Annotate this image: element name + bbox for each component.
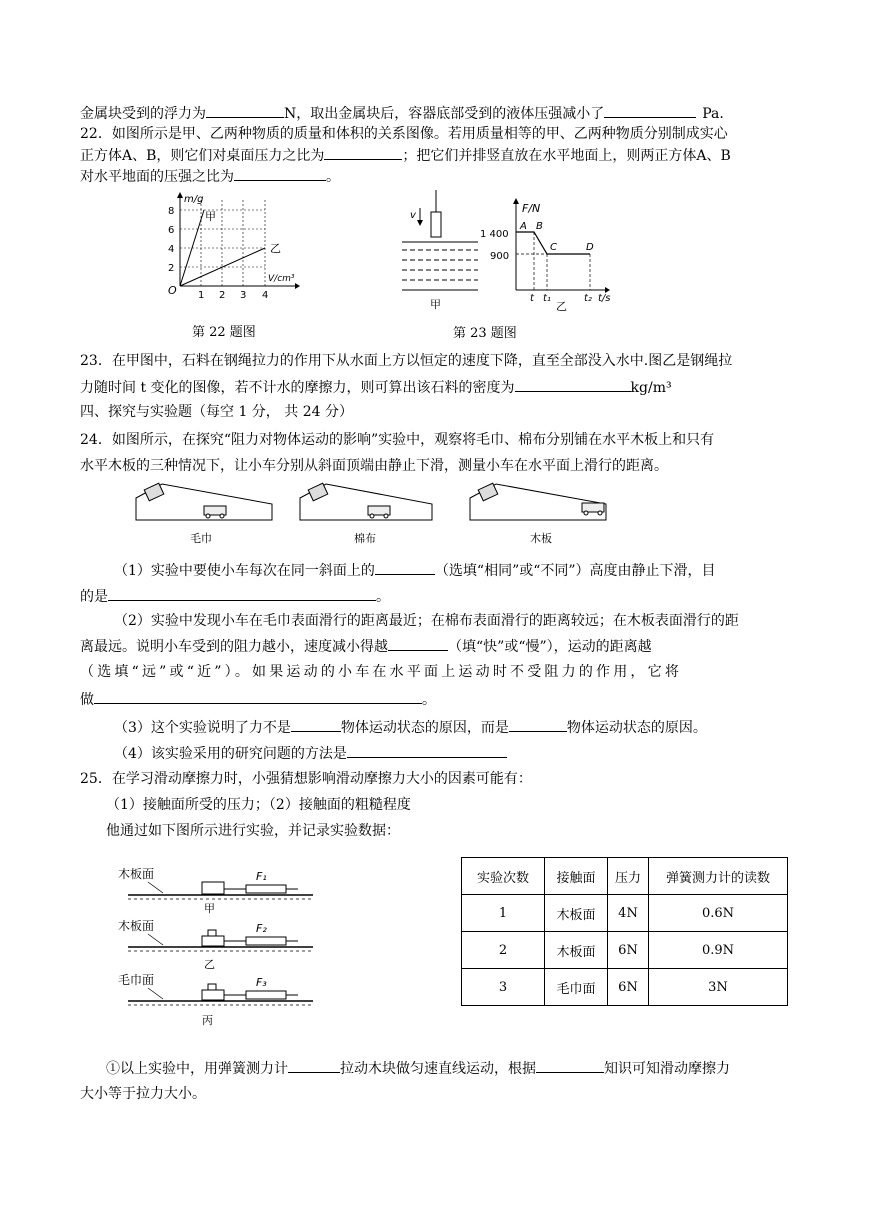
q24-line1: 24．如图所示，在探究“阻力对物体运动的影响”实验中，观察将毛巾、棉布分别铺在水平木板上和只有 bbox=[80, 432, 715, 448]
label-yi: 乙 bbox=[556, 300, 567, 312]
label-yi: 乙 bbox=[270, 242, 281, 255]
ytick-8: 8 bbox=[168, 206, 175, 217]
table-cell: 毛巾面 bbox=[545, 969, 608, 1006]
label-jia: 甲 bbox=[430, 298, 441, 311]
section-4-heading: 四、探究与实验题（每空 1 分， 共 24 分） bbox=[80, 404, 353, 420]
answer-blank[interactable] bbox=[94, 689, 422, 704]
setup-name-bing: 丙 bbox=[202, 1014, 213, 1027]
q24-p2-line2: 离最远。说明小车受到的阻力越小，速度减小得越 （填“快”或“慢”），运动的距离越 bbox=[80, 636, 652, 657]
table-cell: 木板面 bbox=[545, 895, 608, 932]
y-1400-label: 1 400 bbox=[480, 229, 509, 240]
q24-p1-line2: 的是 。 bbox=[80, 586, 390, 607]
point-d-label: D bbox=[586, 242, 594, 253]
table-cell: 6N bbox=[608, 932, 649, 969]
q24-p2-line4: 做 。 bbox=[80, 689, 436, 710]
y-900-label: 900 bbox=[490, 251, 510, 262]
table-cell: 3 bbox=[462, 969, 545, 1006]
q25-sub1-line2: 大小等于拉力大小。 bbox=[80, 1086, 206, 1102]
ramp-towel bbox=[136, 483, 272, 520]
x-tick-t2: t₂ bbox=[584, 293, 592, 304]
answer-blank[interactable] bbox=[291, 717, 341, 732]
ramp-cotton bbox=[300, 483, 432, 520]
q24-p2-line3: （选填“远”或“近”）。如果运动的小车在水平面上运动时不受阻力的作用，它将 bbox=[80, 664, 683, 680]
surface-label-wood: 木板 bbox=[530, 532, 552, 545]
ytick-2: 2 bbox=[168, 263, 175, 274]
ramp-wood bbox=[470, 483, 606, 520]
answer-blank[interactable] bbox=[347, 743, 507, 758]
point-b-label: B bbox=[536, 221, 543, 232]
answer-blank[interactable] bbox=[324, 145, 402, 160]
answer-blank[interactable] bbox=[536, 1058, 604, 1073]
q24-p2-line1: （2）实验中发现小车在毛巾表面滑行的距离最近；在棉布表面滑行的距离较远；在木板表面滑行的距 bbox=[114, 613, 739, 629]
x-tick-t1: t₁ bbox=[543, 293, 551, 304]
figure-25-friction-setups bbox=[118, 860, 328, 1035]
label-jia: 甲 bbox=[205, 210, 216, 223]
table-header: 实验次数 bbox=[462, 858, 545, 895]
xtick-2: 2 bbox=[219, 290, 226, 301]
answer-blank[interactable] bbox=[234, 166, 326, 181]
ytick-4: 4 bbox=[168, 244, 175, 255]
origin-label: O bbox=[168, 284, 177, 297]
answer-blank[interactable] bbox=[509, 717, 567, 732]
q23-line1: 23．在甲图中，石料在钢绳拉力的作用下从水面上方以恒定的速度下降，直至全部没入水中.图乙是钢绳拉 bbox=[80, 353, 733, 369]
answer-blank[interactable] bbox=[375, 560, 435, 575]
y-axis-label: m/g bbox=[184, 194, 204, 205]
answer-blank[interactable] bbox=[206, 103, 284, 118]
table-header-row bbox=[462, 858, 788, 895]
table-header: 压力 bbox=[608, 858, 649, 895]
figure-24-ramps bbox=[132, 478, 612, 550]
surface-label: 木板面 bbox=[118, 867, 155, 881]
table-cell: 2 bbox=[462, 932, 545, 969]
table-header: 接触面 bbox=[545, 858, 608, 895]
q24-p4: （4）该实验采用的研究问题的方法是 bbox=[114, 743, 507, 764]
xtick-4: 4 bbox=[262, 290, 269, 301]
table-cell: 3N bbox=[649, 969, 788, 1006]
figure-22-caption: 第 22 题图 bbox=[192, 325, 256, 340]
force-label-f3: F₃ bbox=[256, 976, 267, 989]
setup-name-jia: 甲 bbox=[204, 902, 215, 915]
surface-label-cotton: 棉布 bbox=[354, 532, 376, 545]
table-header: 弹簧测力计的读数 bbox=[649, 858, 788, 895]
setup-name-yi: 乙 bbox=[204, 958, 215, 971]
xtick-3: 3 bbox=[240, 290, 247, 301]
surface-label: 毛巾面 bbox=[118, 973, 155, 987]
answer-blank[interactable] bbox=[604, 103, 696, 118]
q25-line1: 25．在学习滑动摩擦力时，小强猜想影响滑动摩擦力大小的因素可能有： bbox=[80, 771, 532, 787]
q25-line3: 他通过如下图所示进行实验，并记录实验数据： bbox=[106, 823, 400, 839]
point-a-label: A bbox=[520, 221, 527, 232]
experiment-data-table bbox=[461, 857, 788, 1006]
q23-line2: 力随时间 t 变化的图像，若不计水的摩擦力，则可算出该石料的密度为 kg/m³ bbox=[80, 377, 672, 398]
q21-tail: 金属块受到的浮力为 N，取出金属块后，容器底部受到的液体压强减小了 Pa. bbox=[80, 103, 724, 124]
table-row bbox=[462, 932, 788, 969]
q25-line2: （1）接触面所受的压力；（2）接触面的粗糙程度 bbox=[106, 797, 411, 813]
answer-blank[interactable] bbox=[388, 636, 448, 651]
xtick-1: 1 bbox=[198, 290, 205, 301]
q22-line1: 22．如图所示是甲、乙两种物质的质量和体积的关系图像。若用质量相等的甲、乙两种物质分别制成实心 bbox=[80, 126, 728, 142]
surface-label: 木板面 bbox=[118, 919, 155, 933]
figure-23-caption: 第 23 题图 bbox=[453, 326, 517, 341]
answer-blank[interactable] bbox=[515, 377, 631, 392]
q25-sub1-line1: ①以上实验中，用弹簧测力计 拉动木块做匀速直线运动，根据 知识可知滑动摩擦力 bbox=[106, 1058, 730, 1079]
q24-p3: （3）这个实验说明了力不是 物体运动状态的原因，而是 物体运动状态的原因。 bbox=[114, 717, 707, 738]
x-axis-label: t/s bbox=[598, 293, 611, 304]
answer-blank[interactable] bbox=[288, 1058, 340, 1073]
figure-23-yi-graph bbox=[480, 192, 620, 312]
surface-label-towel: 毛巾 bbox=[190, 532, 212, 545]
table-cell: 1 bbox=[462, 895, 545, 932]
velocity-label: v bbox=[410, 210, 416, 221]
x-axis-label: V/cm³ bbox=[268, 274, 295, 284]
q22-line2: 正方体A、B，则它们对桌面压力之比为 ；把它们并排竖直放在水平地面上，则两正方体A、B bbox=[80, 145, 731, 166]
point-c-label: C bbox=[550, 242, 557, 253]
table-row bbox=[462, 895, 788, 932]
x-tick-t: t bbox=[530, 293, 534, 304]
q22-line3: 对水平地面的压强之比为 。 bbox=[80, 166, 340, 187]
force-label-f2: F₂ bbox=[256, 922, 267, 935]
table-row bbox=[462, 969, 788, 1006]
force-label-f1: F₁ bbox=[256, 870, 267, 883]
table-cell: 木板面 bbox=[545, 932, 608, 969]
table-cell: 0.6N bbox=[649, 895, 788, 932]
figure-22-mass-volume-graph bbox=[160, 190, 310, 305]
table-cell: 4N bbox=[608, 895, 649, 932]
figure-23-jia-diagram bbox=[398, 190, 488, 315]
ytick-6: 6 bbox=[168, 225, 175, 236]
q24-line2: 水平木板的三种情况下，让小车分别从斜面顶端由静止下滑，测量小车在水平面上滑行的距离。 bbox=[80, 458, 668, 474]
table-cell: 0.9N bbox=[649, 932, 788, 969]
y-axis-label: F/N bbox=[522, 202, 541, 215]
table-cell: 6N bbox=[608, 969, 649, 1006]
q24-p1-line1: （1）实验中要使小车每次在同一斜面上的 （选填“相同”或“不同”）高度由静止下滑，目 bbox=[114, 560, 716, 581]
answer-blank[interactable] bbox=[108, 586, 376, 601]
